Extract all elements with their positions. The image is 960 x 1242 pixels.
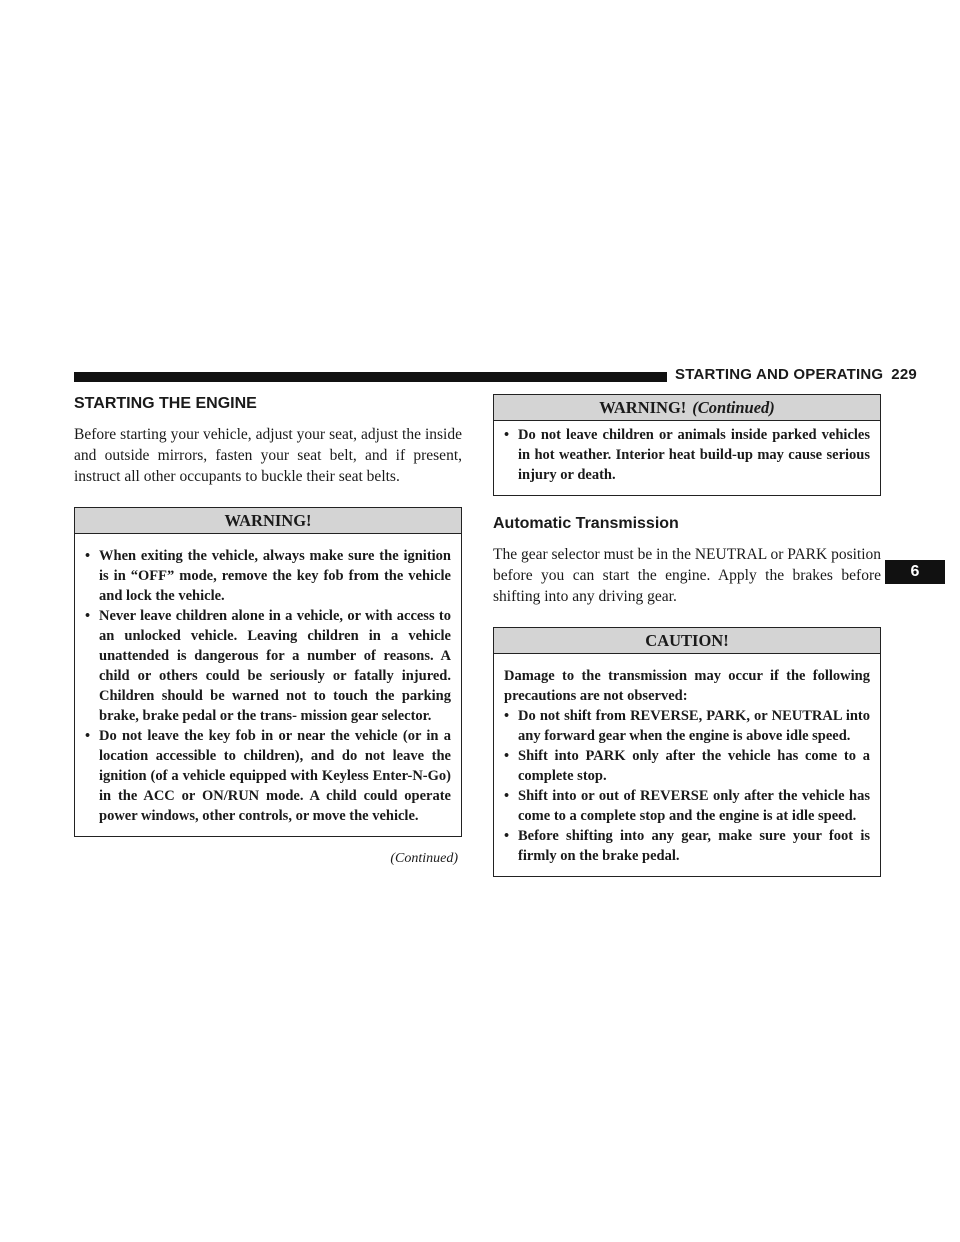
warning-item: • Never leave children alone in a vehicle, or with access to an unlocked vehicle. Leaving children in a vehicle unattended is dangerous for a number of reasons. A child or others could be seriously or fatally injured. Children should be warned not to touch the parking brake, brake pedal or the trans- mission gear selector. [85, 606, 451, 726]
warning-item: • Do not leave children or animals inside parked vehicles in hot weather. Interior heat build-up may cause serious injury or death. [504, 425, 870, 485]
left-column [74, 394, 462, 867]
transmission-paragraph: The gear selector must be in the NEUTRAL or PARK position before you can start the engine. Apply the brakes before shifting into any driving gear. [493, 546, 882, 605]
caution-item: • Before shifting into any gear, make sure your foot is firmly on the brake pedal. [504, 826, 870, 866]
intro-paragraph: Before starting your vehicle, adjust your seat, adjust the inside and outside mirrors, fasten your seat belt, and if present, instruct all other occupants to buckle their seat belts. [74, 426, 462, 485]
running-header [675, 366, 917, 383]
section-heading: STARTING THE ENGINE [74, 395, 257, 412]
warning-continued-label: WARNING! [599, 398, 687, 417]
warning-item: • When exiting the vehicle, always make sure the ignition is in “OFF” mode, remove the key fob from the vehicle and lock the vehicle. [85, 546, 451, 606]
caution-title: CAUTION! [494, 628, 880, 654]
section-title: STARTING AND OPERATING [675, 366, 884, 383]
page-number: 229 [891, 366, 917, 383]
warning-item: • Do not leave the key fob in or near the vehicle (or in a location accessible to children), and do not leave the ignition (of a vehicle equipped with Keyless Enter-N-Go) in the ACC or ON/RUN mode. A child could operate power windows, other controls, or move the vehicle. [85, 726, 451, 826]
continued-label: (Continued) [692, 398, 775, 417]
right-column [493, 394, 881, 877]
header-rule [74, 372, 667, 382]
caution-item: • Do not shift from REVERSE, PARK, or NEUTRAL into any forward gear when the engine is above idle speed. [504, 706, 870, 746]
continued-note: (Continued) [390, 851, 458, 866]
warning-box [74, 507, 462, 837]
warning-body [75, 534, 461, 836]
caution-box [493, 627, 881, 877]
warning-continued-title [494, 395, 880, 421]
caution-item: • Shift into or out of REVERSE only after the vehicle has come to a complete stop and the engine is at idle speed. [504, 786, 870, 826]
warning-title: WARNING! [75, 508, 461, 534]
caution-intro: Damage to the transmission may occur if the following precautions are not observed: [504, 668, 870, 704]
subsection-heading: Automatic Transmission [493, 515, 679, 532]
warning-continued-body [494, 421, 880, 495]
warning-continued-box [493, 394, 881, 496]
caution-item: • Shift into PARK only after the vehicle has come to a complete stop. [504, 746, 870, 786]
chapter-tab: 6 [885, 560, 945, 584]
caution-body [494, 654, 880, 876]
